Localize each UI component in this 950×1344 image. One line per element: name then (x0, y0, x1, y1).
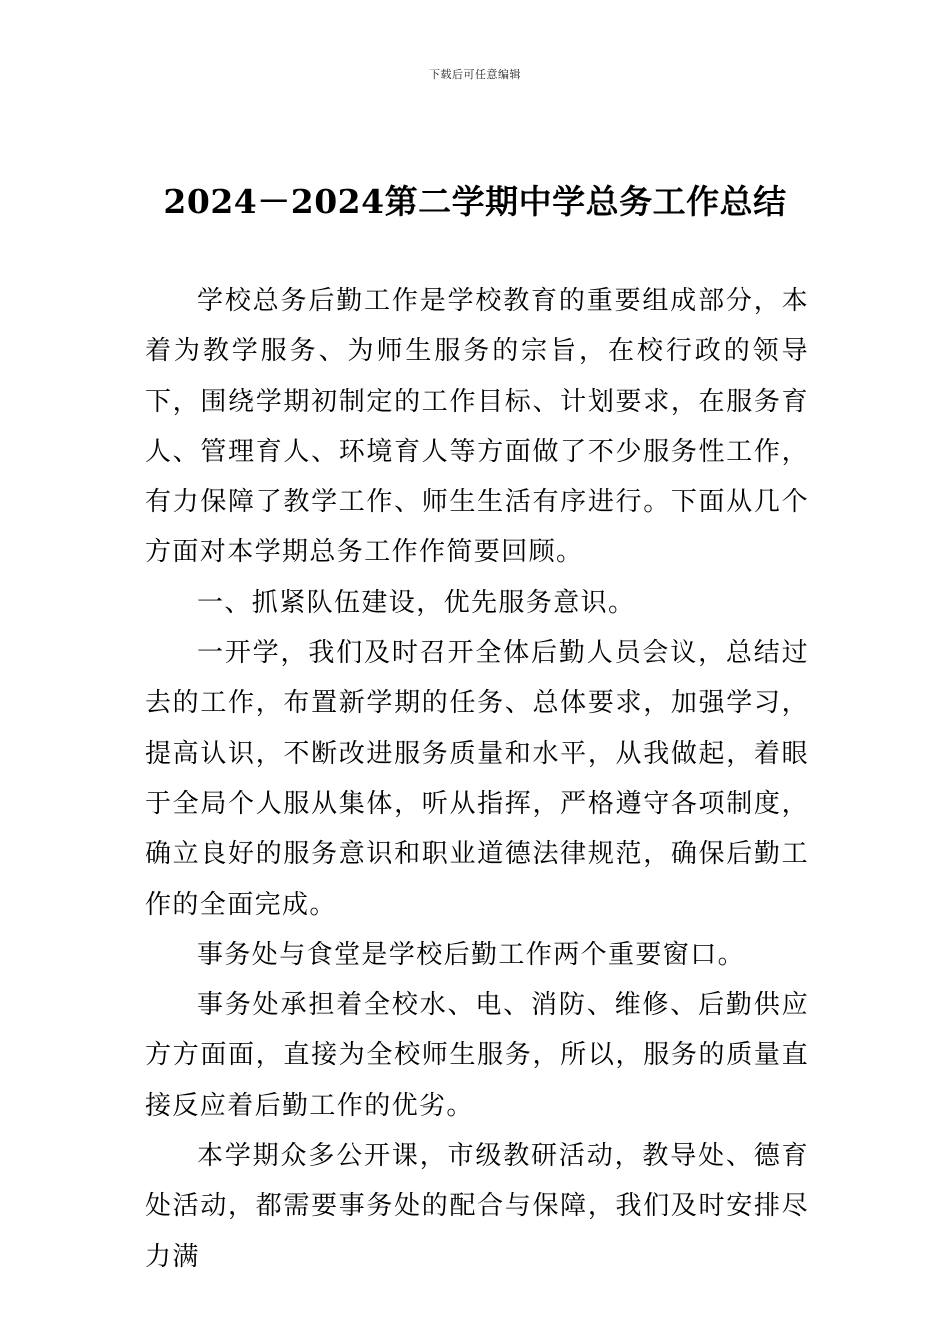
paragraph-affairs: 事务处承担着全校水、电、消防、维修、后勤供应方方面面，直接为全校师生服务，所以，服务的质量直接反应着后勤工作的优劣。 (145, 990, 809, 1121)
paragraph-windows: 事务处与食堂是学校后勤工作两个重要窗口。 (197, 939, 746, 970)
paragraph-team: 一开学，我们及时召开全体后勤人员会议，总结过去的工作，布置新学期的任务、总体要求，加强学习，提高认识，不断改进服务质量和水平，从我做起，着眼于全局个人服从集体，听从指挥，严格遵守各项制度，确立良好的服务意识和职业道德法律规范，确保后勤工作的全面完成。 (145, 638, 809, 920)
paragraph-intro: 学校总务后勤工作是学校教育的重要组成部分，本着为教学服务、为师生服务的宗旨，在校行政的领导下，围绕学期初制定的工作目标、计划要求，在服务育人、管理育人、环境育人等方面做了不少服务性工作，有力保障了教学工作、师生生活有序进行。下面从几个方面对本学期总务工作作简要回顾。 (145, 286, 809, 568)
document-body (145, 276, 809, 1282)
paragraph-activities: 本学期众多公开课，市级教研活动，教导处、德育处活动，都需要事务处的配合与保障，我们及时安排尽力满 (145, 1141, 809, 1272)
header-note: 下载后可任意编辑 (429, 68, 521, 81)
document-title: 2024－2024第二学期中学总务工作总结 (163, 182, 787, 221)
section-heading-1: 一、抓紧队伍建设，优先服务意识。 (197, 587, 636, 618)
